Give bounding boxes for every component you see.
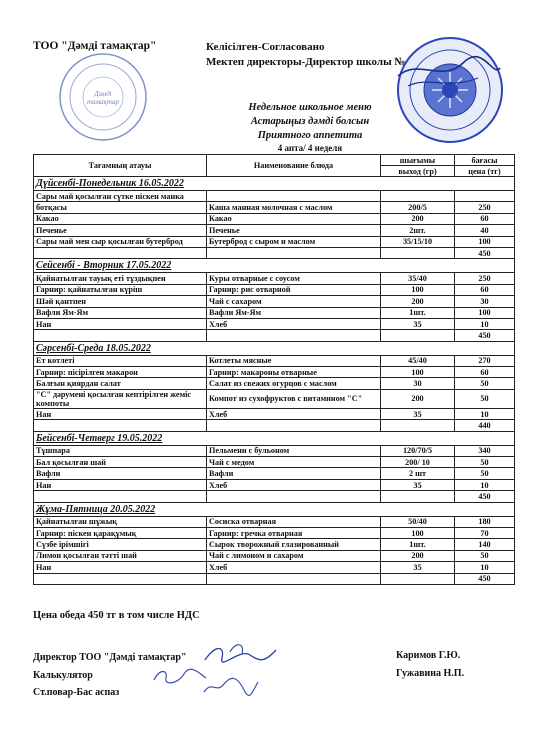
dish-ru-cell: Бутерброд с сыром и маслом (207, 236, 381, 247)
empty-cell (381, 573, 455, 584)
director-signature (200, 640, 280, 670)
table-row (34, 284, 515, 295)
price-cell: 50 (455, 378, 515, 389)
yield-cell: 200 (381, 296, 455, 307)
price-cell: 180 (455, 516, 515, 527)
header-price-ru: цена (тг) (455, 166, 515, 177)
dish-kz-cell: Лимон қосылған тәтті шай (34, 550, 207, 561)
director-line: Директор ТОО "Дәмді тамақтар" (33, 652, 187, 663)
dish-kz-cell: Шәй қантпен (34, 296, 207, 307)
price-cell: 100 (455, 307, 515, 318)
header-yield-kz: шығымы (381, 155, 455, 166)
yield-cell: 100 (381, 527, 455, 538)
yield-cell: 35 (381, 479, 455, 490)
empty-cell (207, 247, 381, 258)
price-cell: 250 (455, 202, 515, 213)
table-row (34, 191, 515, 202)
header-ru-name: Наименование блюда (207, 155, 381, 177)
table-row (34, 550, 515, 561)
price-cell: 100 (455, 236, 515, 247)
price-cell: 140 (455, 539, 515, 550)
table-row (34, 296, 515, 307)
dish-kz-cell: Нан (34, 562, 207, 573)
dish-ru-cell: Вафли (207, 468, 381, 479)
dish-ru-cell: Хлеб (207, 479, 381, 490)
table-row (34, 468, 515, 479)
yield-cell: 1шт. (381, 539, 455, 550)
yield-cell: 100 (381, 284, 455, 295)
table-row (34, 307, 515, 318)
dish-ru-cell: Сосиска отварная (207, 516, 381, 527)
dish-kz-cell: Қайнатылған тауық еті тұздықпен (34, 273, 207, 284)
dish-kz-cell: Бал қосылған шай (34, 457, 207, 468)
empty-cell (381, 247, 455, 258)
dish-ru-cell: Куры отварные с соусом (207, 273, 381, 284)
day-total-price: 450 (455, 573, 515, 584)
dish-ru-cell (207, 191, 381, 202)
table-row (34, 479, 515, 490)
empty-cell (207, 491, 381, 502)
dish-ru-cell: Чай с медом (207, 457, 381, 468)
table-row (34, 562, 515, 573)
price-cell: 50 (455, 550, 515, 561)
price-cell: 50 (455, 389, 515, 408)
day-title: Бейсенбі-Четверг 19.05.2022 (34, 431, 515, 445)
dish-kz-cell: ботқасы (34, 202, 207, 213)
day-total-row (34, 247, 515, 258)
signer-name-2: Гужавина Н.П. (396, 668, 465, 679)
dish-ru-cell: Котлеты мясные (207, 355, 381, 366)
dish-ru-cell: Гарнир: рис отварной (207, 284, 381, 295)
menu-table (33, 154, 515, 585)
yield-cell: 2шт. (381, 225, 455, 236)
header-kz-name: Тағамның атауы (34, 155, 207, 177)
price-cell: 50 (455, 457, 515, 468)
dish-ru-cell: Вафли Ям-Ям (207, 307, 381, 318)
table-row (34, 389, 515, 408)
empty-cell (207, 573, 381, 584)
empty-cell (207, 330, 381, 341)
approval-block (206, 40, 405, 70)
empty-cell (381, 420, 455, 431)
price-cell: 250 (455, 273, 515, 284)
price-cell: 10 (455, 318, 515, 329)
dish-ru-cell: Пельмени с бульоном (207, 445, 381, 456)
dish-kz-cell: Сары май мен сыр қосылған бутерброд (34, 236, 207, 247)
yield-cell: 200/5 (381, 202, 455, 213)
dish-ru-cell: Салат из свежих огурцов с маслом (207, 378, 381, 389)
day-title: Дүйсенбі-Понедельник 16.05.2022 (34, 177, 515, 191)
table-row (34, 408, 515, 419)
dish-ru-cell: Гарнир: гречка отварная (207, 527, 381, 538)
day-total-price: 450 (455, 330, 515, 341)
table-row (34, 236, 515, 247)
yield-cell: 45/40 (381, 355, 455, 366)
price-cell: 50 (455, 468, 515, 479)
price-cell: 70 (455, 527, 515, 538)
price-cell: 10 (455, 479, 515, 490)
price-cell: 10 (455, 562, 515, 573)
dish-ru-cell: Компот из сухофруктов с витамином "С" (207, 389, 381, 408)
table-row (34, 378, 515, 389)
day-total-price: 450 (455, 491, 515, 502)
dish-ru-cell: Какао (207, 213, 381, 224)
day-title: Сейсенбі - Вторник 17.05.2022 (34, 259, 515, 273)
dish-kz-cell: Ет котлеті (34, 355, 207, 366)
dish-kz-cell: Вафли Ям-Ям (34, 307, 207, 318)
agreed-label: Келісілген-Согласовано (206, 41, 325, 53)
day-total-row (34, 330, 515, 341)
dish-ru-cell: Сырок творожный глазированный (207, 539, 381, 550)
dish-ru-cell: Чай с лимоном и сахаром (207, 550, 381, 561)
yield-cell: 200 (381, 389, 455, 408)
day-header-row (34, 431, 515, 445)
price-cell: 60 (455, 213, 515, 224)
day-title: Сәрсенбі-Среда 18.05.2022 (34, 341, 515, 355)
dish-kz-cell: Балғын қиярдан салат (34, 378, 207, 389)
price-cell: 270 (455, 355, 515, 366)
table-row (34, 445, 515, 456)
yield-cell: 35/15/10 (381, 236, 455, 247)
company-name: ТОО "Дәмді тамақтар" (33, 40, 157, 52)
table-header-row (34, 155, 515, 166)
dish-kz-cell: Сары май қосылған сүтке піскен манка (34, 191, 207, 202)
stamp-text: Дәмді тамақтар (86, 90, 120, 106)
price-cell: 10 (455, 408, 515, 419)
director-label: Мектеп директоры-Директор школы № (206, 56, 406, 68)
yield-cell: 30 (381, 378, 455, 389)
header-price-kz: бағасы (455, 155, 515, 166)
empty-cell (34, 420, 207, 431)
week-label: 4 апта/ 4 неделя (277, 143, 343, 153)
table-row (34, 527, 515, 538)
table-row (34, 539, 515, 550)
table-row (34, 457, 515, 468)
yield-cell: 50/40 (381, 516, 455, 527)
day-total-row (34, 420, 515, 431)
dish-kz-cell: Вафли (34, 468, 207, 479)
dish-ru-cell: Хлеб (207, 562, 381, 573)
empty-cell (381, 491, 455, 502)
empty-cell (381, 330, 455, 341)
menu-title: Недельное школьное меню (248, 102, 372, 113)
table-row (34, 516, 515, 527)
dish-kz-cell: Какао (34, 213, 207, 224)
dish-ru-cell: Хлеб (207, 318, 381, 329)
yield-cell: 100 (381, 367, 455, 378)
empty-cell (34, 330, 207, 341)
table-row (34, 213, 515, 224)
menu-subtitle-kz: Астарыңыз дәмді болсын (250, 116, 370, 127)
dish-kz-cell: Нан (34, 479, 207, 490)
dish-kz-cell: Гарнир: пісірілген макарон (34, 367, 207, 378)
day-total-price: 450 (455, 247, 515, 258)
day-header-row (34, 502, 515, 516)
day-header-row (34, 259, 515, 273)
dish-kz-cell: "С" дәруменi қосылған кептірілген жеміс компоты (34, 389, 207, 408)
yield-cell: 35 (381, 562, 455, 573)
yield-cell: 1шт. (381, 307, 455, 318)
empty-cell (34, 247, 207, 258)
dish-ru-cell: Гарнир: макароны отварные (207, 367, 381, 378)
price-cell: 340 (455, 445, 515, 456)
dish-ru-cell: Каша манная молочная с маслом (207, 202, 381, 213)
table-row (34, 225, 515, 236)
yield-cell: 200/ 10 (381, 457, 455, 468)
empty-cell (207, 420, 381, 431)
header-yield-ru: выход (гр) (381, 166, 455, 177)
day-total-row (34, 573, 515, 584)
yield-cell: 35 (381, 408, 455, 419)
school-seal (388, 28, 506, 146)
price-note: Цена обеда 450 тг в том числе НДС (33, 610, 200, 621)
dish-kz-cell: Нан (34, 408, 207, 419)
day-header-row (34, 341, 515, 355)
day-total-price: 440 (455, 420, 515, 431)
empty-cell (34, 491, 207, 502)
dish-ru-cell: Печенье (207, 225, 381, 236)
dish-kz-cell: Гарнир: піскен қарақұмық (34, 527, 207, 538)
table-row (34, 367, 515, 378)
dish-ru-cell: Хлеб (207, 408, 381, 419)
yield-cell: 200 (381, 213, 455, 224)
dish-kz-cell: Сүзбе ірімшігі (34, 539, 207, 550)
table-row (34, 355, 515, 366)
day-total-row (34, 491, 515, 502)
dish-kz-cell: Қайнатылған шұжық (34, 516, 207, 527)
price-cell: 60 (455, 367, 515, 378)
yield-cell: 35 (381, 318, 455, 329)
signer-name-1: Каримов Г.Ю. (396, 650, 461, 661)
empty-cell (34, 573, 207, 584)
company-stamp (58, 52, 148, 142)
calculator-label: Калькулятор (33, 670, 93, 681)
day-header-row (34, 177, 515, 191)
table-row (34, 318, 515, 329)
price-cell: 60 (455, 284, 515, 295)
table-row (34, 202, 515, 213)
chef-label: Ст.повар-Бас аспаз (33, 687, 120, 698)
price-cell (455, 191, 515, 202)
yield-cell: 120/70/5 (381, 445, 455, 456)
dish-kz-cell: Печенье (34, 225, 207, 236)
dish-kz-cell: Гарнир: қайнатылған күріш (34, 284, 207, 295)
dish-ru-cell: Чай с сахаром (207, 296, 381, 307)
price-cell: 40 (455, 225, 515, 236)
dish-kz-cell: Нан (34, 318, 207, 329)
chef-signature (200, 674, 260, 698)
yield-cell: 2 шт (381, 468, 455, 479)
price-cell: 30 (455, 296, 515, 307)
day-title: Жұма-Пятница 20.05.2022 (34, 502, 515, 516)
menu-table-body (34, 155, 515, 585)
yield-cell: 35/40 (381, 273, 455, 284)
dish-kz-cell: Тұшпара (34, 445, 207, 456)
menu-subtitle-ru: Приятного аппетита (257, 130, 363, 141)
yield-cell (381, 191, 455, 202)
yield-cell: 200 (381, 550, 455, 561)
table-row (34, 273, 515, 284)
